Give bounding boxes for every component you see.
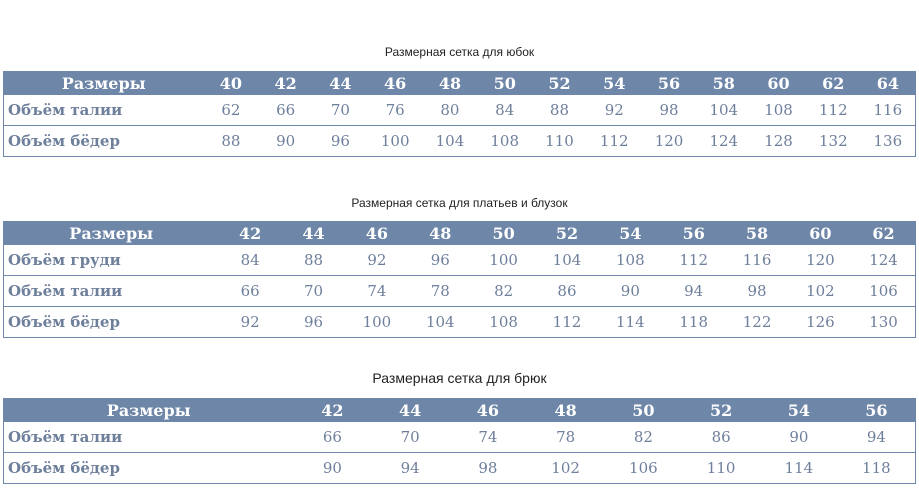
measurement-value-cell: 74 [449, 422, 527, 453]
measurement-value-cell: 94 [662, 276, 725, 307]
measurement-value-cell: 88 [532, 95, 587, 126]
measurement-value-cell: 66 [219, 276, 282, 307]
measurement-value-cell: 88 [204, 126, 259, 157]
measurement-label: Объём бёдер [4, 307, 219, 338]
measurement-value-cell: 110 [682, 453, 760, 484]
measurement-value-cell: 70 [282, 276, 345, 307]
measurement-value-cell: 112 [587, 126, 642, 157]
measurement-value-cell: 128 [751, 126, 806, 157]
measurement-value-cell: 114 [599, 307, 662, 338]
size-header-cell: 44 [371, 398, 449, 422]
measurement-value-cell: 116 [861, 95, 916, 126]
size-header-cell: 54 [599, 221, 662, 245]
measurement-value-cell: 96 [313, 126, 368, 157]
size-header-cell: 50 [472, 221, 535, 245]
measurement-value-cell: 108 [751, 95, 806, 126]
measurement-value-cell: 80 [423, 95, 478, 126]
size-header-cell: 44 [313, 71, 368, 95]
measurement-value-cell: 112 [662, 245, 725, 276]
measurement-value-cell: 62 [204, 95, 259, 126]
measurement-value-cell: 114 [760, 453, 838, 484]
measurement-value-cell: 116 [725, 245, 788, 276]
measurement-value-cell: 106 [605, 453, 683, 484]
measurement-value-cell: 82 [472, 276, 535, 307]
size-header-cell: 60 [789, 221, 852, 245]
trousers-size-table [3, 398, 916, 484]
measurement-value-cell: 104 [696, 95, 751, 126]
sizes-header-label: Размеры [4, 398, 294, 422]
measurement-value-cell: 118 [838, 453, 916, 484]
size-header-cell: 60 [751, 71, 806, 95]
measurement-value-cell: 86 [682, 422, 760, 453]
size-header-cell: 48 [409, 221, 472, 245]
size-header-cell: 62 [806, 71, 861, 95]
size-header-cell: 54 [760, 398, 838, 422]
size-header-cell: 56 [838, 398, 916, 422]
measurement-value-cell: 76 [368, 95, 423, 126]
measurement-value-cell: 82 [605, 422, 683, 453]
measurement-value-cell: 104 [423, 126, 478, 157]
measurement-row [4, 245, 916, 276]
measurement-value-cell: 78 [527, 422, 605, 453]
dresses-size-table [3, 221, 916, 338]
measurement-value-cell: 96 [282, 307, 345, 338]
measurement-value-cell: 112 [806, 95, 861, 126]
size-header-cell: 50 [477, 71, 532, 95]
size-header-cell: 42 [258, 71, 313, 95]
measurement-value-cell: 66 [258, 95, 313, 126]
measurement-value-cell: 136 [861, 126, 916, 157]
measurement-value-cell: 124 [852, 245, 915, 276]
measurement-value-cell: 70 [371, 422, 449, 453]
measurement-value-cell: 88 [282, 245, 345, 276]
measurement-value-cell: 92 [219, 307, 282, 338]
measurement-value-cell: 98 [642, 95, 697, 126]
measurement-value-cell: 106 [852, 276, 915, 307]
measurement-value-cell: 112 [535, 307, 598, 338]
measurement-value-cell: 104 [409, 307, 472, 338]
size-header-cell: 54 [587, 71, 642, 95]
header-row [4, 398, 916, 422]
measurement-value-cell: 130 [852, 307, 915, 338]
measurement-value-cell: 84 [219, 245, 282, 276]
measurement-value-cell: 132 [806, 126, 861, 157]
measurement-value-cell: 92 [345, 245, 408, 276]
size-header-cell: 52 [532, 71, 587, 95]
measurement-value-cell: 122 [725, 307, 788, 338]
size-header-cell: 42 [294, 398, 372, 422]
measurement-value-cell: 108 [599, 245, 662, 276]
measurement-value-cell: 90 [294, 453, 372, 484]
measurement-value-cell: 100 [472, 245, 535, 276]
size-header-cell: 56 [662, 221, 725, 245]
sizes-header-label: Размеры [4, 71, 204, 95]
size-header-cell: 64 [861, 71, 916, 95]
measurement-label: Объём бёдер [4, 126, 204, 157]
size-header-cell: 58 [696, 71, 751, 95]
measurement-label: Объём талии [4, 422, 294, 453]
measurement-label: Объём бёдер [4, 453, 294, 484]
size-header-cell: 46 [449, 398, 527, 422]
measurement-value-cell: 104 [535, 245, 598, 276]
size-header-cell: 62 [852, 221, 915, 245]
measurement-value-cell: 126 [789, 307, 852, 338]
size-header-cell: 52 [682, 398, 760, 422]
measurement-value-cell: 108 [477, 126, 532, 157]
measurement-value-cell: 118 [662, 307, 725, 338]
measurement-value-cell: 100 [368, 126, 423, 157]
trousers-caption: Размерная сетка для брюк [372, 370, 547, 386]
size-header-cell: 52 [535, 221, 598, 245]
measurement-value-cell: 94 [371, 453, 449, 484]
measurement-value-cell: 94 [838, 422, 916, 453]
measurement-value-cell: 90 [258, 126, 313, 157]
measurement-value-cell: 102 [789, 276, 852, 307]
size-header-cell: 44 [282, 221, 345, 245]
measurement-row [4, 95, 916, 126]
measurement-value-cell: 120 [789, 245, 852, 276]
size-header-cell: 58 [725, 221, 788, 245]
measurement-value-cell: 66 [294, 422, 372, 453]
size-header-cell: 40 [204, 71, 259, 95]
measurement-row [4, 422, 916, 453]
size-header-cell: 46 [368, 71, 423, 95]
size-header-cell: 56 [642, 71, 697, 95]
skirts-size-table [3, 71, 916, 157]
measurement-row [4, 276, 916, 307]
measurement-value-cell: 124 [696, 126, 751, 157]
header-row [4, 221, 916, 245]
measurement-value-cell: 96 [409, 245, 472, 276]
measurement-value-cell: 92 [587, 95, 642, 126]
measurement-value-cell: 100 [345, 307, 408, 338]
measurement-value-cell: 98 [449, 453, 527, 484]
measurement-value-cell: 102 [527, 453, 605, 484]
size-header-cell: 46 [345, 221, 408, 245]
size-header-cell: 42 [219, 221, 282, 245]
measurement-value-cell: 78 [409, 276, 472, 307]
dresses-caption: Размерная сетка для платьев и блузок [351, 196, 568, 210]
measurement-value-cell: 70 [313, 95, 368, 126]
measurement-label: Объём талии [4, 95, 204, 126]
measurement-row [4, 307, 916, 338]
header-row [4, 71, 916, 95]
measurement-value-cell: 86 [535, 276, 598, 307]
measurement-value-cell: 120 [642, 126, 697, 157]
measurement-value-cell: 74 [345, 276, 408, 307]
measurement-row [4, 453, 916, 484]
skirts-caption: Размерная сетка для юбок [384, 45, 535, 59]
size-header-cell: 50 [605, 398, 683, 422]
measurement-value-cell: 108 [472, 307, 535, 338]
size-header-cell: 48 [527, 398, 605, 422]
measurement-value-cell: 110 [532, 126, 587, 157]
sizes-header-label: Размеры [4, 221, 219, 245]
measurement-value-cell: 90 [599, 276, 662, 307]
measurement-value-cell: 90 [760, 422, 838, 453]
measurement-value-cell: 98 [725, 276, 788, 307]
measurement-value-cell: 84 [477, 95, 532, 126]
measurement-label: Объём груди [4, 245, 219, 276]
measurement-row [4, 126, 916, 157]
measurement-label: Объём талии [4, 276, 219, 307]
size-header-cell: 48 [423, 71, 478, 95]
